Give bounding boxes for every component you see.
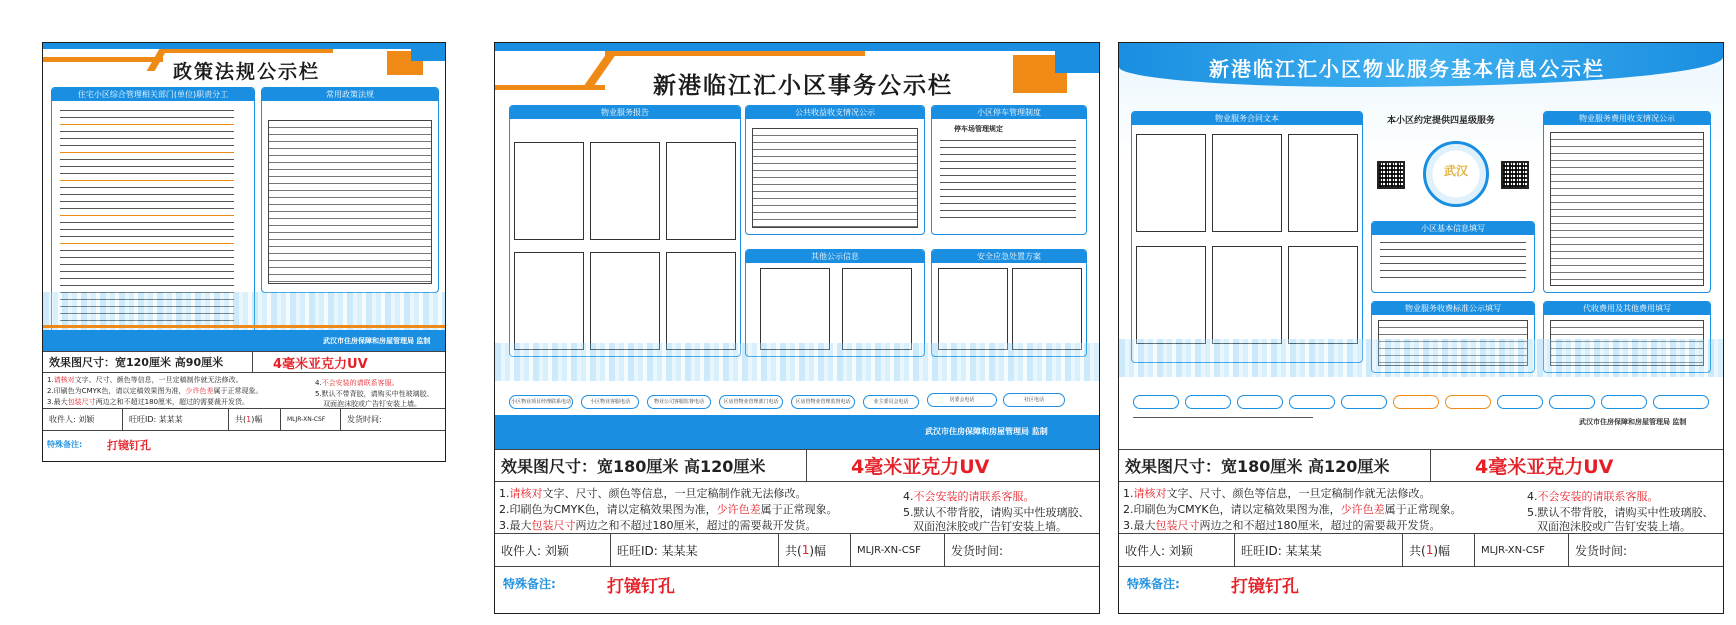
spec-size: 效果图尺寸：宽180厘米 高120厘米 <box>1119 450 1431 481</box>
spec-size: 效果图尺寸：宽180厘米 高120厘米 <box>495 450 807 481</box>
panel-fee-standard: 物业服务收费标准公示填写 <box>1371 301 1535 373</box>
official-seal-logo: 武汉 <box>1423 141 1489 207</box>
contact-pill: 区房管物业管理部门电话 <box>719 395 783 409</box>
panel-public-income: 公共收益收支情况公示 <box>745 105 925 235</box>
service-level-heading: 本小区约定提供四星级服务 <box>1387 116 1496 126</box>
poster-footer: 武汉市住房保障和房屋管理局 监制 <box>43 330 445 352</box>
panel-fee-income: 物业服务费用收支情况公示 <box>1543 111 1711 293</box>
poster-property <box>1119 43 1723 450</box>
poster-title: 新港临江汇小区物业服务基本信息公示栏 <box>1209 57 1605 81</box>
panel-other-info: 其他公示信息 <box>745 249 925 357</box>
poster-title: 政策法规公示栏 <box>173 61 321 83</box>
panel-parking: 小区停车管理制度 停车场管理规定 <box>931 105 1087 235</box>
contact-pill: 物业公司客服监督电话 <box>647 395 711 409</box>
panel-basic-info: 小区基本信息填写 <box>1371 221 1535 293</box>
poster-affairs <box>495 43 1099 450</box>
panel-other-fees: 代收费用及其他费用填写 <box>1543 301 1711 373</box>
contact-pill: 小区物业客服电话 <box>581 395 639 409</box>
qr-code-right <box>1501 161 1529 189</box>
panel-emergency: 安全应急处置方案 <box>931 249 1087 357</box>
qr-code-left <box>1377 161 1405 189</box>
contact-pill: 居委会电话 <box>927 393 997 407</box>
poster-policy <box>43 43 445 353</box>
board-policy <box>42 42 446 462</box>
contact-pill: 区房管物业管理监督电话 <box>791 395 855 409</box>
board-affairs <box>494 42 1100 614</box>
spec-material: 4毫米亚克力UV <box>273 356 368 372</box>
spec-sheet: 效果图尺寸：宽180厘米 高120厘米 4毫米亚克力UV 1.请核对文字、尺寸、颜色等信息，一旦定稿制作就无法修改。 2.印刷色为CMYK色，请以定稿效果图为准，少许色差属于正常现象。 3.最大包装尺寸两边之和不超过180厘米，超过的需要裁开发货。 4.不会安装的请联系客服。 5.默认不带背胶，请购买中性玻璃胶、 双面泡沫胶或广告钉安装上墙。 收件人: 刘颖 旺旺ID: 某某某 共( 1 )幅 MLJR-XN-CSF 发货时间: 特殊备注: 打镜钉孔 <box>1119 449 1723 613</box>
board-property-info <box>1118 42 1724 614</box>
poster-footer: 武汉市住房保障和房屋管理局 监制 <box>495 415 1099 449</box>
contact-pill: 社区电话 <box>1003 393 1065 407</box>
contact-pill: 业主委员会电话 <box>863 395 919 409</box>
panel-service-report: 物业服务报告 <box>509 105 741 357</box>
contact-pill: 小区物业项目经理联系电话 <box>509 395 573 409</box>
spec-sheet: 效果图尺寸：宽120厘米 高90厘米 4毫米亚克力UV 1.请核对文字、尺寸、颜色等信息，一旦定稿制作就无法修改。 2.印刷色为CMYK色，请以定稿效果图为准，少许色差属于正常现象。 3.最大包装尺寸两边之和不超过180厘米，超过的需要裁开发货。 4.不会安装的请联系客服。 5.默认不带背胶，请购买中性玻璃胶、 双面泡沫胶或广告钉安装上墙。 收件人: 刘颖 旺旺ID: 某某某 共( 1 )幅 MLJR-XN-CSF 发货时间: 特殊备注: 打镜钉孔 <box>43 351 445 461</box>
panel-contract: 物业服务合同文本 <box>1131 111 1363 363</box>
spec-material: 4毫米亚克力UV <box>851 456 990 478</box>
poster-footer: 武汉市住房保障和房屋管理局 监制 <box>1579 418 1687 426</box>
poster-title: 新港临江汇小区事务公示栏 <box>653 73 953 99</box>
spec-material: 4毫米亚克力UV <box>1475 456 1614 478</box>
panel-regulations: 常用政策法规 <box>261 87 439 293</box>
panel-duties: 住宅小区综合管理相关部门(单位)职责分工 <box>51 87 255 335</box>
spec-size: 效果图尺寸：宽120厘米 高90厘米 <box>43 352 253 372</box>
spec-sheet: 效果图尺寸：宽180厘米 高120厘米 4毫米亚克力UV 1.请核对文字、尺寸、颜色等信息，一旦定稿制作就无法修改。 2.印刷色为CMYK色，请以定稿效果图为准，少许色差属于正常现象。 3.最大包装尺寸两边之和不超过180厘米，超过的需要裁开发货。 4.不会安装的请联系客服。 5.默认不带背胶，请购买中性玻璃胶、 双面泡沫胶或广告钉安装上墙。 收件人: 刘颖 旺旺ID: 某某某 共( 1 )幅 MLJR-XN-CSF 发货时间: 特殊备注: 打镜钉孔 <box>495 449 1099 613</box>
